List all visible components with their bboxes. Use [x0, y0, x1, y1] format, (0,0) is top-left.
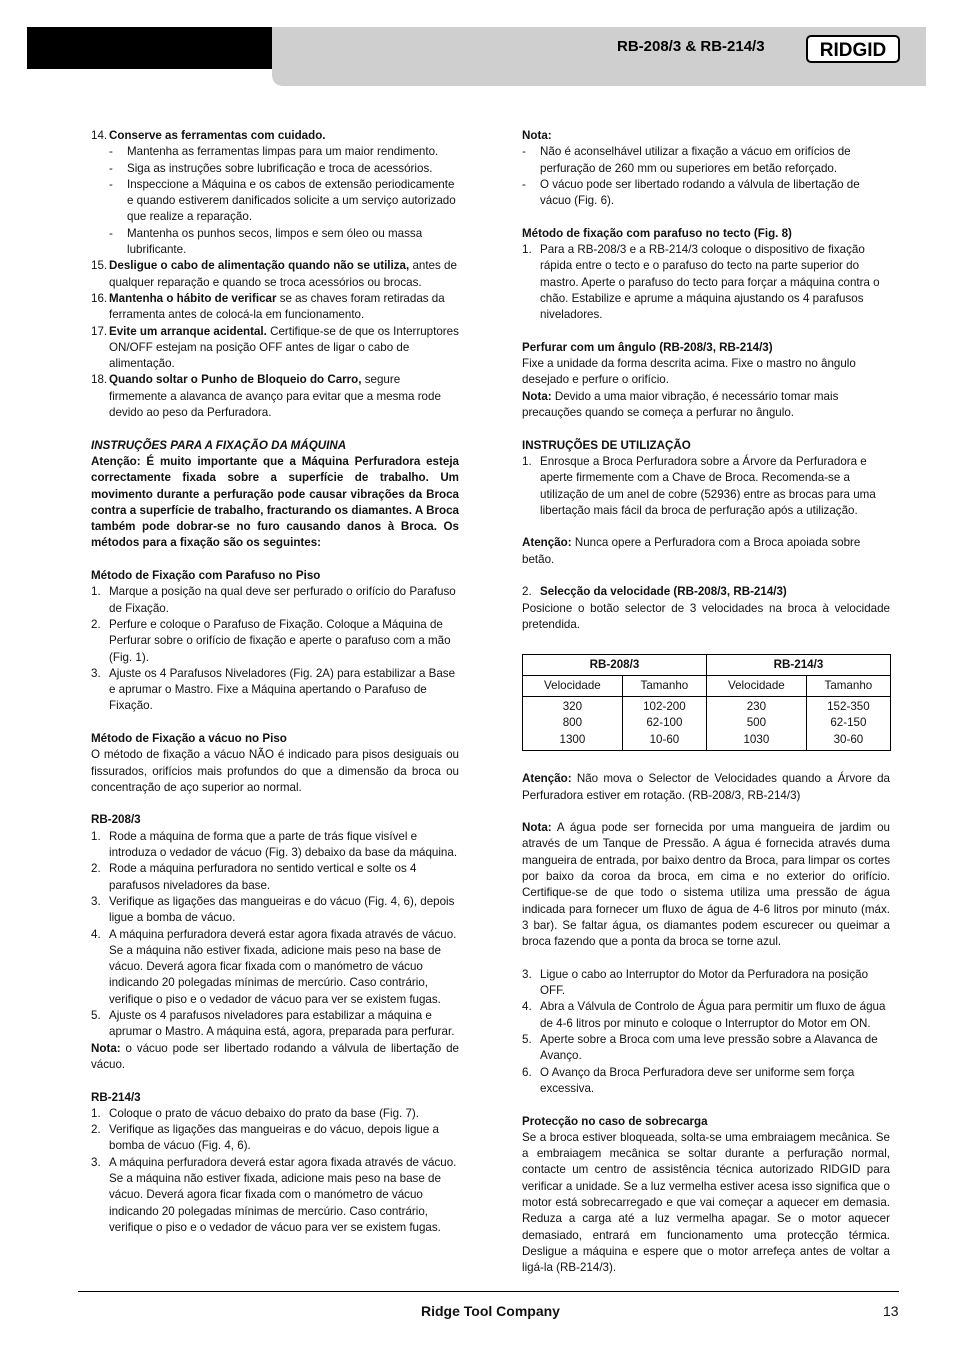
header-lower-strip: [272, 69, 926, 86]
item-14-bullet: - Mantenha os punhos secos, limpos e sem óleo ou massa lubrificante.: [109, 226, 423, 257]
warning-concrete: Atenção: Nunca opere a Perfuradora com a Broca apoiada sobre betão.: [522, 536, 861, 566]
angle-heading: Perfurar com um ângulo (RB-208/3, RB-214/3): [522, 340, 773, 354]
fixation-warning: Atenção: É muito importante que a Máquina Perfuradora esteja correctamente fixada sobre a superfície de trabalho. Um movimento durante a perfuração pode causar vibrações da Broca contra a superfície de trabalho, fracturando os diamantes. A Broca também pode dobrar-se no furo causando danos à Broca. Os métodos para a fixação são os seguintes:: [91, 454, 459, 550]
speed-table: [522, 654, 891, 751]
list-item: 4. Abra a Válvula de Controlo de Água para permitir um fluxo de água de 4-6 litros por minuto e coloque o Interruptor do Motor em ON.: [522, 1000, 886, 1030]
list-item: 5. Ajuste os 4 parafusos niveladores para estabilizar a máquina e aprumar o Mastro. A máquina está, agora, preparada para perfurar.: [91, 1009, 455, 1039]
list-item: 3. Verifique as ligações das mangueiras e do vácuo (Fig. 4, 6), depois ligue a bomba de vácuo.: [91, 894, 455, 925]
table-cell: 320 800 1300: [523, 697, 623, 751]
note-heading: Nota:: [522, 129, 552, 142]
item-17: 17. Evite um arranque acidental. Certifique-se de que os Interruptores ON/OFF estejam na posição OFF antes de ligar o cabo de alimentação.: [91, 324, 459, 371]
table-row: [523, 697, 891, 751]
list-item: 3. Ajuste os 4 Parafusos Niveladores (Fig. 2A) para estabilizar a Base e aprumar o Mastro. Fixe a Máquina apertando o Parafuso de Fixação.: [91, 666, 456, 713]
list-item: 1. Enrosque a Broca Perfuradora sobre a Árvore da Perfuradora e aperte firmemente com a Chave de Broca. Recomenda-se a utilização de um anel de cobre (52936) entre as brocas para uma libertação mais fácil da broca de perfuração após a utilização.: [522, 454, 876, 517]
ridgid-logo-text: RIDGID: [819, 40, 887, 61]
rb208-note: Nota: o vácuo pode ser libertado rodando a válvula de libertação de vácuo.: [91, 1041, 459, 1071]
list-item: 4. A máquina perfuradora deverá estar agora fixada através de vácuo. Se a máquina não estiver fixada, adicione mais peso na base de vácuo. Deverá agora ficar fixada com o manómetro de vácuo indicando 20 polegadas mínimas de mercúrio. Caso contrário, verifique o piso e o vedador de vácuo para ver se existem fugas.: [91, 927, 457, 1006]
table-subheader: Tamanho: [622, 675, 706, 696]
ridgid-logo: [806, 34, 900, 64]
list-item: 1. Coloque o prato de vácuo debaixo do prato da base (Fig. 7).: [91, 1106, 420, 1120]
item-14-bullet: - Mantenha as ferramentas limpas para um maior rendimento.: [109, 145, 439, 159]
note-bullet: - Não é aconselhável utilizar a fixação a vácuo em orifícios de perfuração de 260 mm ou superiores em betão reforçado.: [522, 145, 851, 175]
item-15: 15. Desligue o cabo de alimentação quando não se utiliza, antes de qualquer reparação e quando se troca acessórios ou brocas.: [91, 259, 457, 289]
item-18: 18. Quando soltar o Punho de Bloqueio do Carro, segure firmemente a alavanca de avanço para evitar que a mesma rode devido ao peso da Perfuradora.: [91, 373, 441, 420]
item-14: 14. Conserve as ferramentas com cuidado.: [91, 129, 326, 142]
section-heading-fixation: INSTRUÇÕES PARA A FIXAÇÃO DA MÁQUINA: [91, 438, 347, 452]
method-vacuum-text: O método de fixação a vácuo NÃO é indicado para pisos desiguais ou fissurados, orifícios mais profundos do que a dimensão da broca ou concentração de aço superior ao normal.: [91, 748, 459, 794]
list-item: 3. Ligue o cabo ao Interruptor do Motor da Perfuradora na posição OFF.: [522, 967, 869, 998]
left-column: [91, 128, 459, 1236]
list-item: 1. Marque a posição na qual deve ser perfurado o orifício do Parafuso de Fixação.: [91, 585, 456, 615]
list-item: 1. Rode a máquina de forma que a parte de trás fique visível e introduza o vedador de vácuo (Fig. 3) debaixo da base da máquina.: [91, 829, 458, 860]
page-number: 13: [883, 1303, 899, 1319]
table-subheader: Tamanho: [806, 675, 890, 696]
right-column: [522, 128, 890, 1276]
angle-note: Nota: Devido a uma maior vibração, é necessário tomar mais precauções quando se começa a perfurar no ângulo.: [522, 389, 839, 420]
overload-text: Se a broca estiver bloqueada, solta-se uma embraiagem mecânica. Se a embraiagem mecânica se soltar durante a perfuração normal, contacte um centro de assistência técnica autorizado RIDGID para verificar a unidade. Se a luz vermelha estiver acesa isso significa que o motor está sobrecarregado e que vai começar a aquecer em demasia. Reduza a carga até a luz vermelha apagar. Se o motor aquecer demasiado, entrará em funcionamento uma protecção térmica. Desligue a máquina e espere que o motor arrefeça antes de voltar a ligá-la (RB-214/3).: [522, 1130, 890, 1275]
item-16: 16. Mantenha o hábito de verificar se as chaves foram retiradas da ferramenta antes de colocá-la em funcionamento.: [91, 291, 445, 322]
footer-company: Ridge Tool Company: [421, 1303, 560, 1319]
list-item: 2. Verifique as ligações das mangueiras e do vácuo, depois ligue a bomba de vácuo (Fig. 4, 6).: [91, 1123, 439, 1153]
table-header-rb208: RB-208/3: [523, 654, 707, 675]
note-bullet: - O vácuo pode ser libertado rodando a válvula de libertação de vácuo (Fig. 6).: [522, 177, 860, 208]
ceiling-method-heading: Método de fixação com parafuso no tecto (Fig. 8): [522, 226, 792, 240]
overload-heading: Protecção no caso de sobrecarga: [522, 1114, 708, 1128]
list-item: 2. Rode a máquina perfuradora no sentido vertical e solte os 4 parafusos niveladores da base.: [91, 862, 417, 892]
list-item: 2. Selecção da velocidade (RB-208/3, RB-214/3): [522, 585, 787, 599]
header-black-block: [27, 27, 272, 69]
list-item: 5. Aperte sobre a Broca com uma leve pressão sobre a Alavanca de Avanço.: [522, 1033, 878, 1063]
table-cell: 102-200 62-100 10-60: [622, 697, 706, 751]
table-header-rb214: RB-214/3: [706, 654, 890, 675]
angle-text: Fixe a unidade da forma descrita acima. Fixe o mastro no ângulo desejado e perfure o orifício.: [522, 357, 856, 387]
method-vacuum-heading: Método de Fixação a vácuo no Piso: [91, 731, 287, 745]
list-item: 3. A máquina perfuradora deverá estar agora fixada através de vácuo. Se a máquina não estiver fixada, adicione mais peso na base de vácuo. Deverá agora ficar fixada com o manómetro de vácuo indicando 20 polegadas mínimas de mercúrio. Caso contrário, verifique o piso e o vedador de vácuo para ver se existem fugas.: [91, 1155, 457, 1234]
table-cell: 152-350 62-150 30-60: [806, 697, 890, 751]
table-subheader: Velocidade: [523, 675, 623, 696]
usage-heading: INSTRUÇÕES DE UTILIZAÇÃO: [522, 438, 691, 452]
rb214-heading: RB-214/3: [91, 1090, 141, 1104]
rb208-heading: RB-208/3: [91, 813, 141, 827]
item-14-bullet: - Inspeccione a Máquina e os cabos de extensão periodicamente e quando estiverem danificados solicite a um serviço autorizado que realize a reparação.: [109, 177, 456, 224]
water-note: Nota: A água pode ser fornecida por uma mangueira de jardim ou através de um Tanque de Pressão. A água é fornecida através duma mangueira de entrada, por baixo dentro da Broca, para limpar os cortes por baixo da coroa da broca, em cima e no exterior do orifício. Certifique-se de que todo o sistema utiliza uma pressão de água indicada para fornecer um fluxo de água de 4-6 litros por minuto (máx. 3 bar). Se faltar água, os diamantes podem escurecer ou queimar a broca fazendo que a ponta da broca se torne azul.: [522, 821, 890, 949]
method-floor-bolt-heading: Método de Fixação com Parafuso no Piso: [91, 569, 321, 583]
list-item: 2. Perfure e coloque o Parafuso de Fixação. Coloque a Máquina de Perfurar sobre o orifício de fixação e aperte o parafuso com a mão (Fig. 1).: [91, 617, 451, 664]
item-14-bullet: - Siga as instruções sobre lubrificação e troca de acessórios.: [109, 161, 433, 175]
table-subheader: Velocidade: [706, 675, 806, 696]
warning-speed-selector: Atenção: Não mova o Selector de Velocidades quando a Árvore da Perfuradora estiver em rotação. (RB-208/3, RB-214/3): [522, 772, 890, 802]
document-title: RB-208/3 & RB-214/3: [617, 38, 765, 55]
footer-divider: [78, 1291, 899, 1292]
list-item: 1. Para a RB-208/3 e a RB-214/3 coloque o dispositivo de fixação rápida entre o tecto e o parafuso do tecto na parte superior do mastro. Aperte o parafuso do tecto para forçar a máquina contra o chão. Estabilize e aprume a máquina ajustando os 4 parafusos niveladores.: [522, 243, 880, 322]
list-item: 6. O Avanço da Broca Perfuradora deve ser uniforme sem força excessiva.: [522, 1065, 855, 1095]
speed-text: Posicione o botão selector de 3 velocidades na broca à velocidade pretendida.: [522, 601, 890, 631]
table-cell: 230 500 1030: [706, 697, 806, 751]
